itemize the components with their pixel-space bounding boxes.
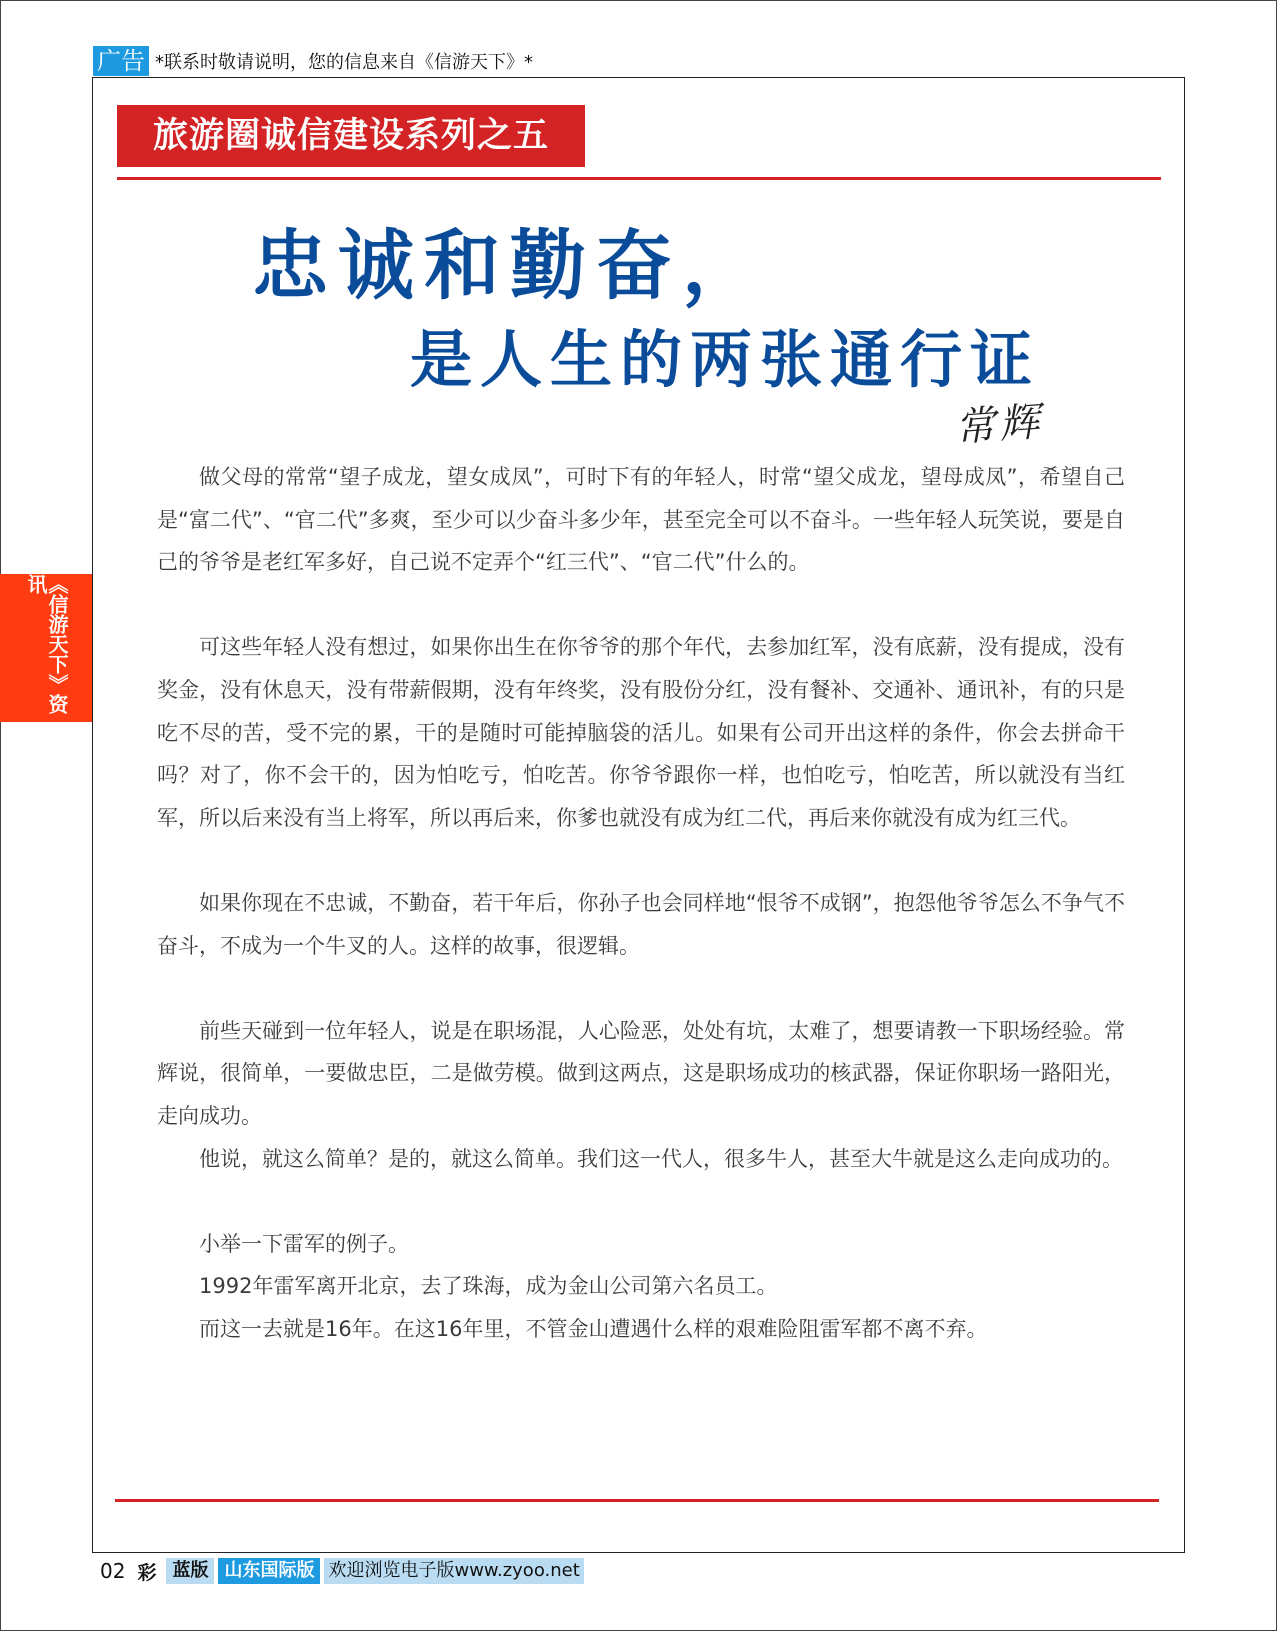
paragraph: 可这些年轻人没有想过，如果你出生在你爷爷的那个年代，去参加红军，没有底薪，没有提成，没有奖金，没有休息天，没有带薪假期，没有年终奖，没有股份分红，没有餐补、交通补、通讯补，有的只是吃不尽的苦，受不完的累，干的是随时可能掉脑袋的活儿。如果有公司开出这样的条件，你会去拼命干吗？对了，你不会干的，因为怕吃亏，怕吃苦。你爷爷跟你一样，也怕吃亏，怕吃苦，所以就没有当红军，所以后来没有当上将军，所以再后来，你爹也就没有成为红二代，再后来你就没有成为红三代。 (157, 635, 1125, 830)
page-number: 02 (100, 1559, 126, 1583)
paragraph: 如果你现在不忠诚，不勤奋，若干年后，你孙子也会同样地“恨爷不成钢”，抱怨他爷爷怎么不争气不奋斗，不成为一个牛叉的人。这样的故事，很逻辑。 (157, 890, 1125, 958)
edition-tag: 蓝版 (166, 1558, 214, 1584)
side-section-tab: 《信游天下》资讯 (0, 574, 92, 722)
headline-line-2: 是人生的两张通行证 (410, 323, 1041, 396)
bottom-divider (115, 1499, 1159, 1502)
article-body (157, 456, 1125, 1350)
series-banner: 旅游圈诚信建设系列之五 (117, 105, 585, 167)
paragraph: 而这一去就是16年。在这16年里，不管金山遭遇什么样的艰难险阻雷军都不离不弃。 (199, 1316, 988, 1341)
ad-notice: *联系时敬请说明，您的信息来自《信游天下》* (155, 52, 533, 73)
paragraph: 做父母的常常“望子成龙，望女成凤”，可时下有的年轻人，时常“望父成龙，望母成凤”，希望自己是“富二代”、“官二代”多爽，至少可以少奋斗多少年，甚至完全可以不奋斗。一些年轻人玩笑说，要是自己的爷爷是老红军多好，自己说不定弄个“红三代”、“官二代”什么的。 (157, 465, 1125, 575)
paragraph: 小举一下雷军的例子。 (199, 1231, 409, 1256)
website-link[interactable]: 欢迎浏览电子版www.zyoo.net (324, 1558, 583, 1584)
headline-line-1: 忠诚和勤奋， (252, 221, 768, 310)
top-divider (117, 177, 1161, 180)
paragraph: 1992年雷军离开北京，去了珠海，成为金山公司第六名员工。 (199, 1274, 778, 1299)
paragraph: 前些天碰到一位年轻人，说是在职场混，人心险恶，处处有坑，太难了，想要请教一下职场经验。常辉说，很简单，一要做忠臣，二是做劳模。做到这两点，这是职场成功的核武器，保证你职场一路阳光，走向成功。 (157, 1018, 1125, 1128)
paragraph: 他说，就这么简单？是的，就这么简单。我们这一代人，很多牛人，甚至大牛就是这么走向成功的。 (199, 1146, 1123, 1171)
ad-tag: 广告 (93, 46, 149, 76)
edition-region-tag: 山东国际版 (218, 1558, 320, 1584)
page-footer (100, 1557, 584, 1585)
color-label: 彩 (137, 1561, 157, 1584)
author-signature: 常辉 (953, 398, 1045, 452)
ad-strip (93, 46, 533, 76)
